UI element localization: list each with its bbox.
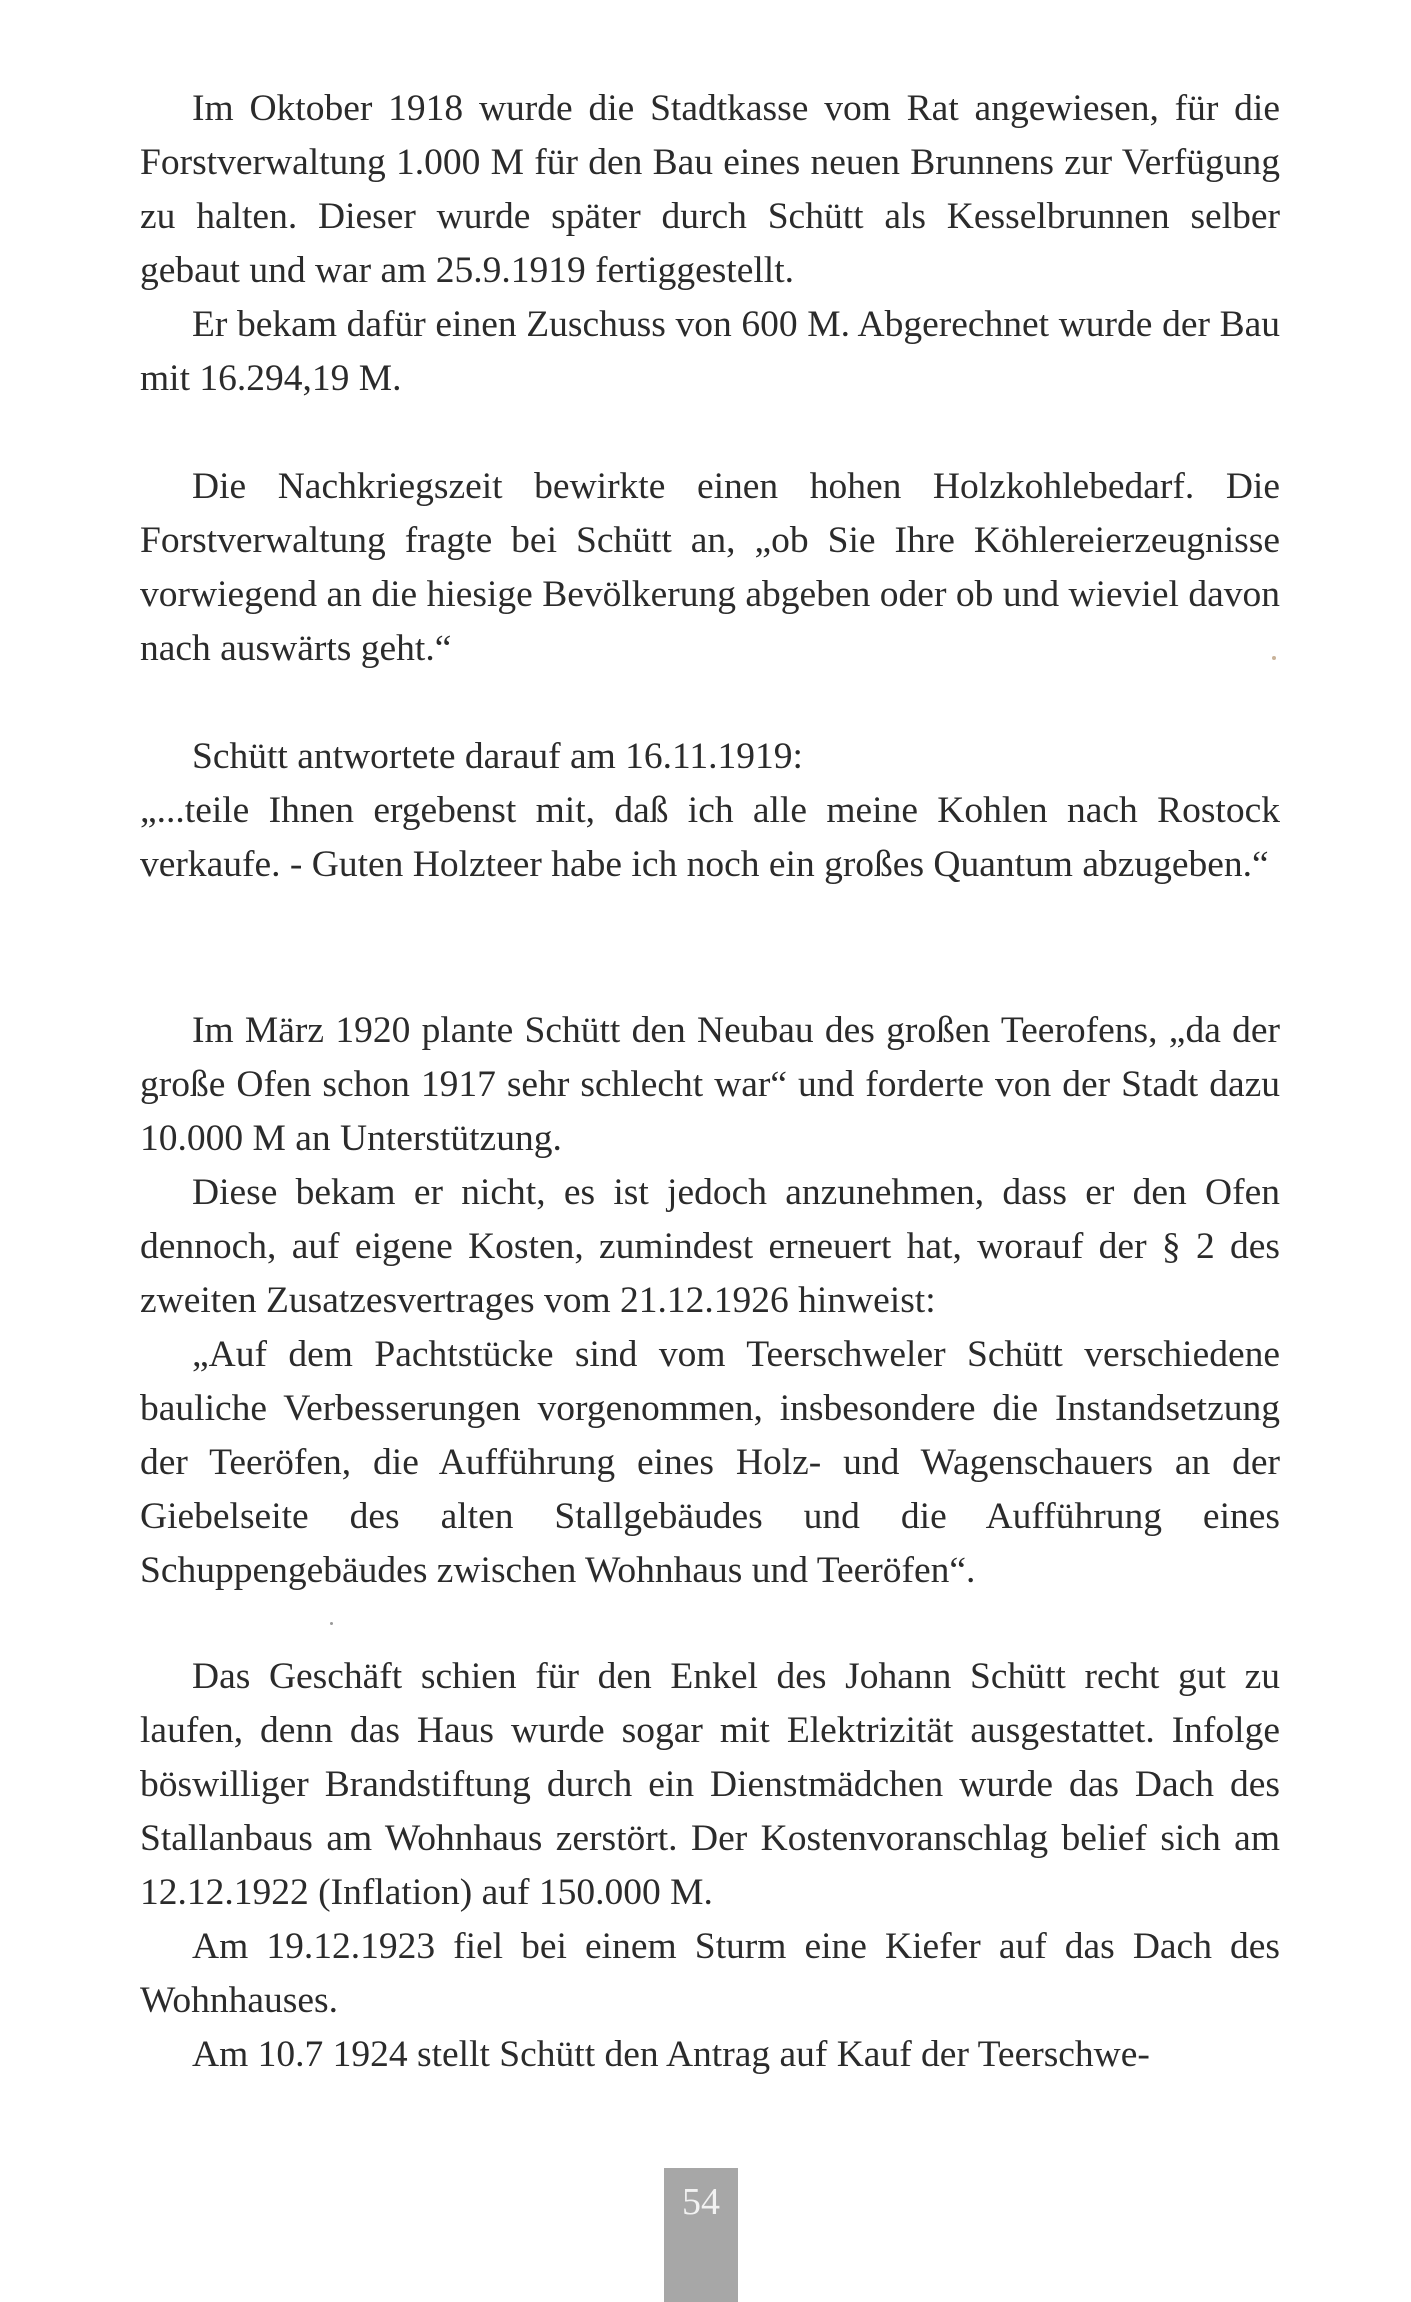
paragraph: Die Nachkriegszeit bewirkte einen hohen Holzkohlebedarf. Die Forstverwaltung fragte bei Schütt an, „ob Sie Ihre Köhlereierzeugnisse vorwiegend an die hiesige Bevölkerung abgeben oder ob und wieviel davon nach auswärts geht.“: [140, 466, 1280, 669]
paragraph: Im Oktober 1918 wurde die Stadtkasse vom Rat angewiesen, für die Forstverwaltung 1.000 M für den Bau eines neuen Brunnens zur Verfügung zu halten. Dieser wurde später durch Schütt als Kesselbrunnen selber gebaut und war am 25.9.1919 fertiggestellt.: [140, 88, 1280, 291]
section-antwort: [140, 730, 1280, 892]
scan-speck: [1272, 656, 1276, 660]
page-number-tab: [664, 2168, 738, 2302]
paragraph: Am 10.7 1924 stellt Schütt den Antrag auf Kauf der Teerschwe-: [192, 2034, 1150, 2075]
quote-paragraph: „Auf dem Pachtstücke sind vom Teerschweler Schütt verschiedene bauliche Verbesserungen vorgenommen, insbesondere die Instandsetzung der Teeröfen, die Aufführung eines Holz- und Wagenschauers an der Giebelseite des alten Stallgebäudes und die Aufführung eines Schuppengebäudes zwischen Wohnhaus und Teeröfen“.: [140, 1334, 1280, 1591]
section-geschaeft: [140, 1650, 1280, 2082]
paragraph: Das Geschäft schien für den Enkel des Johann Schütt recht gut zu laufen, denn das Haus wurde sogar mit Elektrizität ausgestattet. Infolge böswilliger Brandstiftung durch ein Dienstmädchen wurde das Dach des Stallanbaus am Wohnhaus zerstört. Der Kostenvoranschlag belief sich am 12.12.1922 (Inflation) auf 150.000 M.: [140, 1656, 1280, 1913]
section-brunnen: [140, 82, 1280, 406]
section-holzkohle: [140, 460, 1280, 676]
paragraph: Schütt antwortete darauf am 16.11.1919:: [192, 736, 803, 777]
paragraph: Diese bekam er nicht, es ist jedoch anzunehmen, dass er den Ofen dennoch, auf eigene Kosten, zumindest erneuert hat, worauf der § 2 des zweiten Zusatzesvertrages vom 21.12.1926 hinweist:: [140, 1172, 1280, 1321]
paragraph: Er bekam dafür einen Zuschuss von 600 M. Abgerechnet wurde der Bau mit 16.294,19 M.: [140, 304, 1280, 399]
section-teerofen: [140, 1004, 1280, 1598]
quote-paragraph: „...teile Ihnen ergebenst mit, daß ich alle meine Kohlen nach Rostock verkaufe. - Guten Holzteer habe ich noch ein großes Quantum abzugeben.“: [140, 790, 1280, 885]
page-number: 54: [682, 2181, 720, 2223]
paragraph: Im März 1920 plante Schütt den Neubau des großen Teerofens, „da der große Ofen schon 1917 sehr schlecht war“ und forderte von der Stadt dazu 10.000 M an Unterstützung.: [140, 1010, 1280, 1159]
scan-speck: [330, 1622, 333, 1625]
paragraph: Am 19.12.1923 fiel bei einem Sturm eine Kiefer auf das Dach des Wohnhauses.: [140, 1926, 1280, 2021]
